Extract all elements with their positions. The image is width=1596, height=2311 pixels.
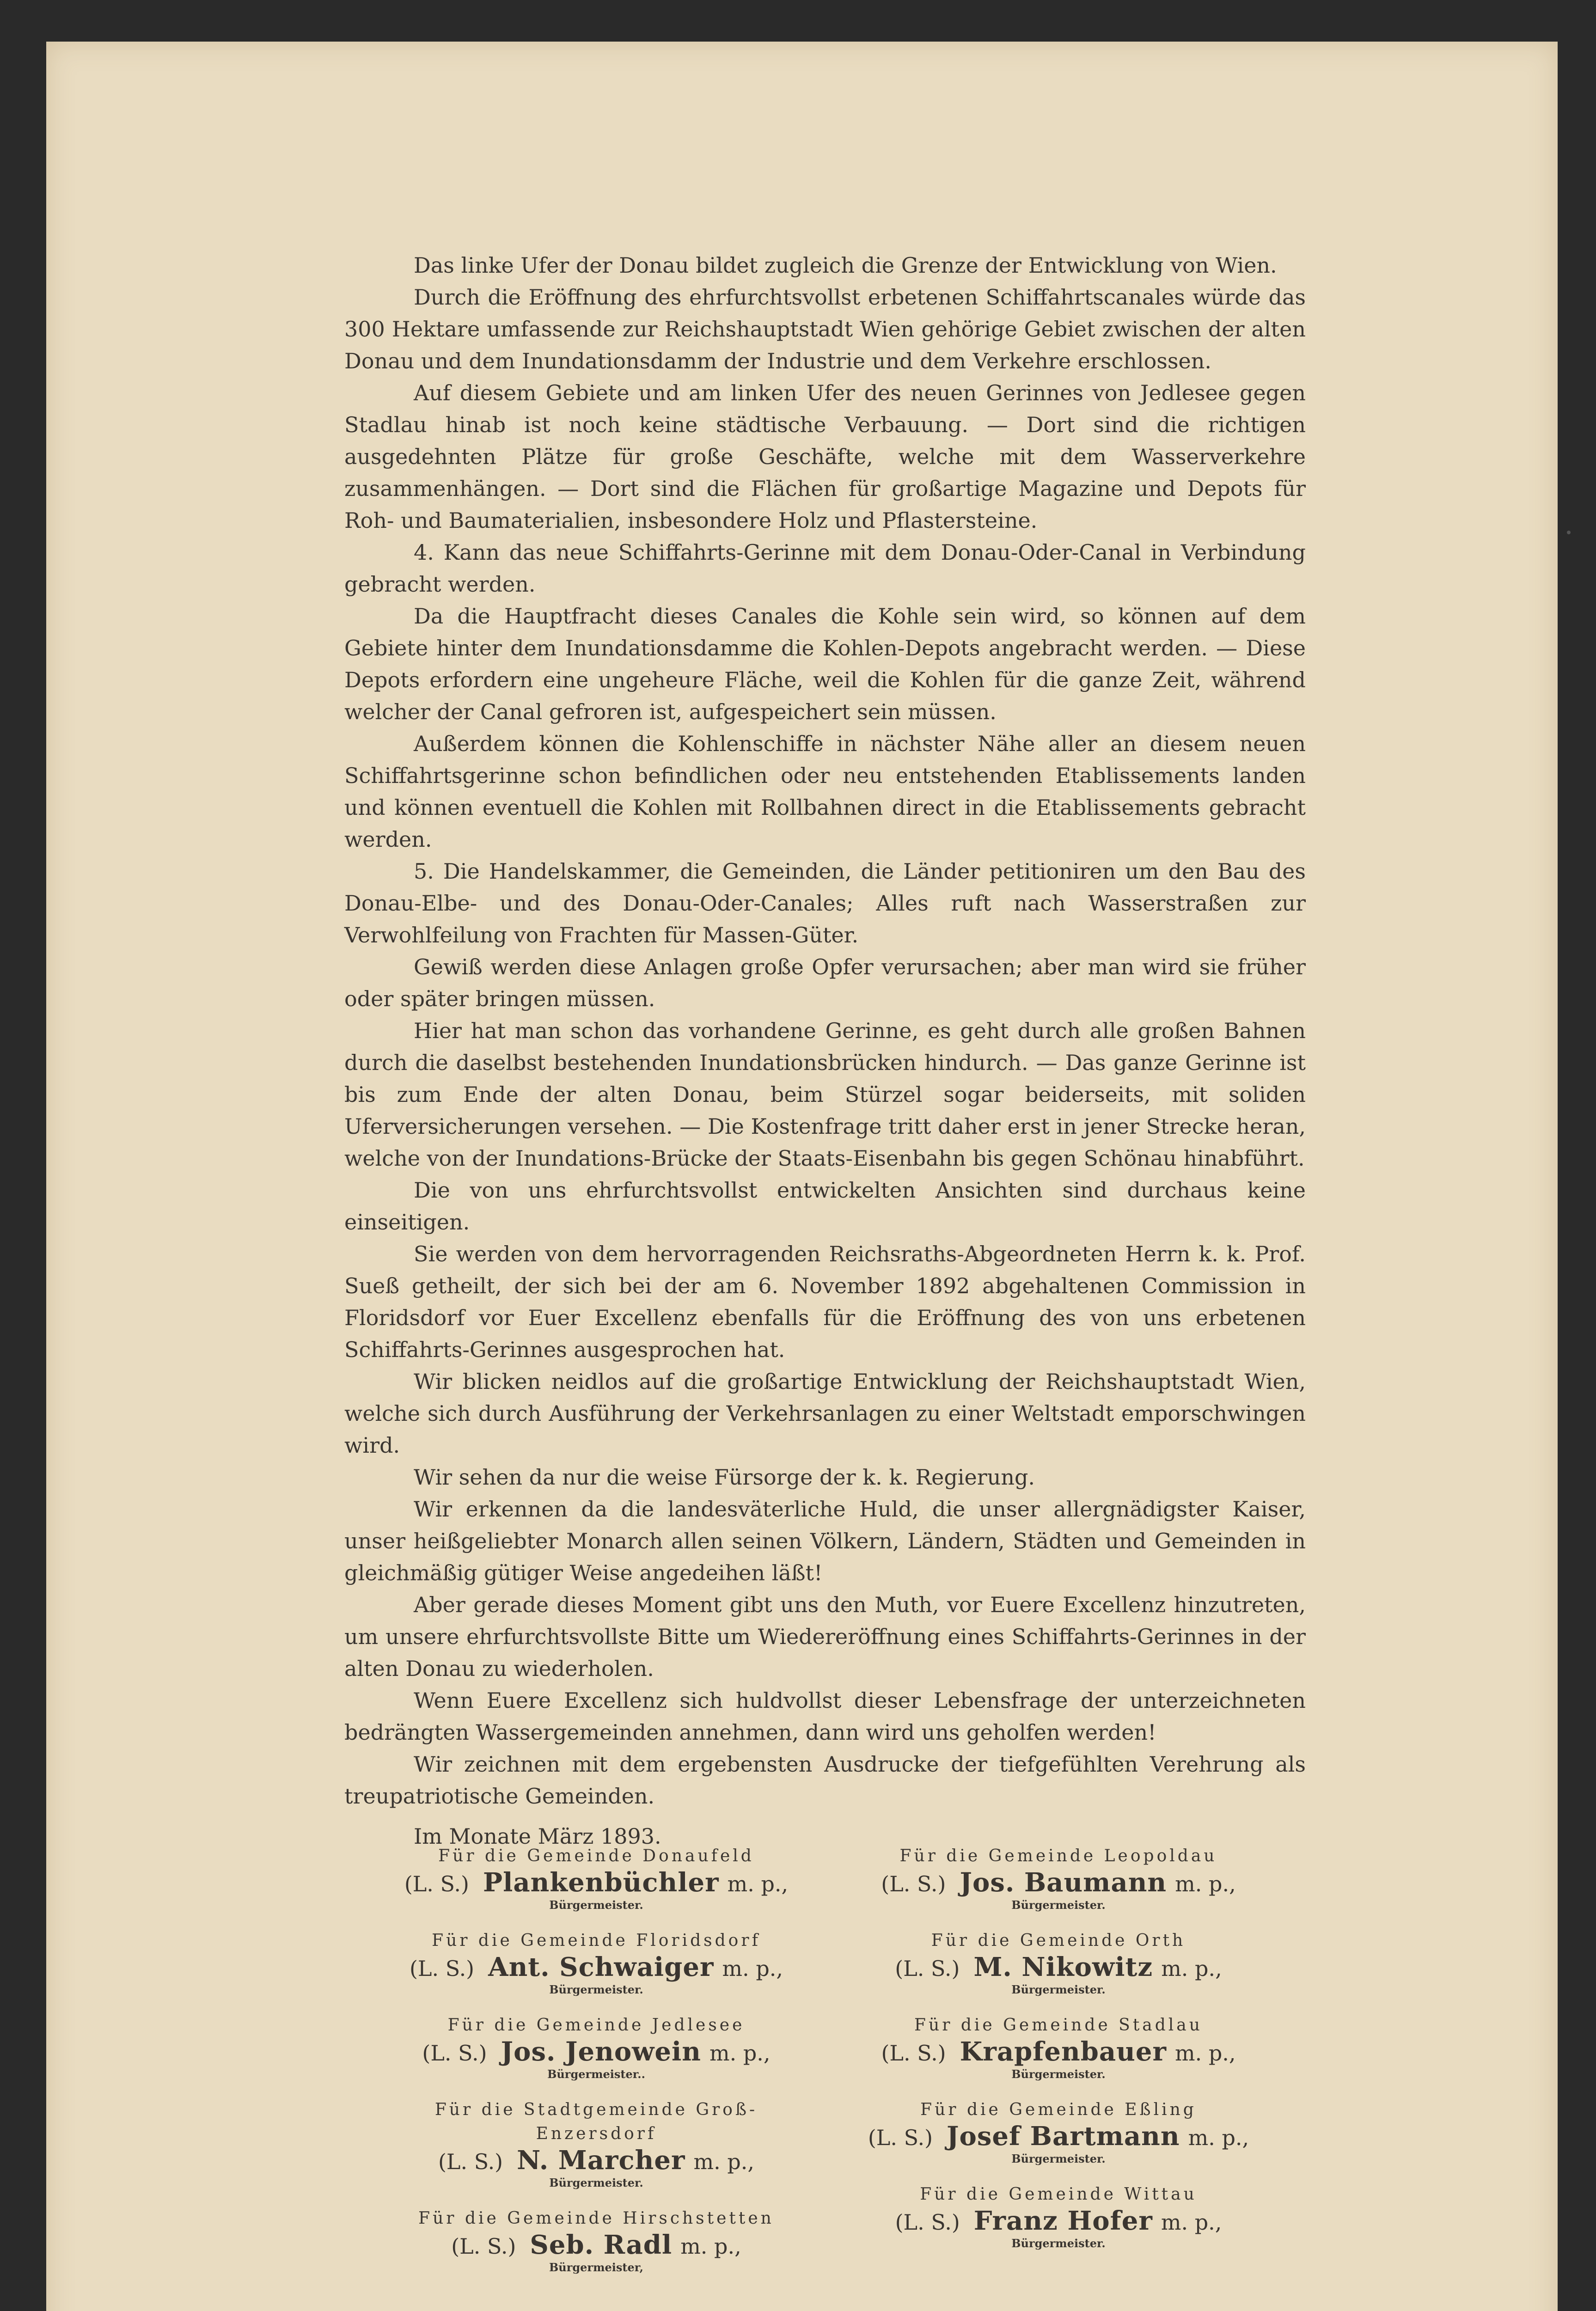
signature [850, 2183, 1266, 2250]
signatory-role: Bürgermeister. [1011, 1983, 1106, 1996]
signatory-name: Seb. Radl [530, 2230, 673, 2260]
seal-mark: (L. S.) [895, 1956, 960, 1981]
signature [388, 2207, 804, 2274]
municipality-heading: Für die Gemeinde Wittau [920, 2185, 1197, 2204]
signature [388, 2013, 804, 2081]
seal-mark: (L. S.) [881, 2041, 946, 2066]
paragraph: Wir zeichnen mit dem ergebensten Ausdrucke der tiefgefühlten Verehrung als treupatriotische Gemeinden. [344, 1752, 1306, 1809]
signatory-role: Bürgermeister. [549, 2176, 643, 2189]
mp-mark: m. p., [727, 1871, 789, 1896]
mp-mark: m. p., [722, 1956, 783, 1981]
signature [388, 1929, 804, 1997]
municipality-heading: Für die Stadtgemeinde Groß-Enzersdorf [434, 2100, 758, 2143]
seal-mark: (L. S.) [451, 2234, 516, 2259]
signatory-role: Bürgermeister. [1011, 2237, 1106, 2250]
signatory-role: Bürgermeister. [1011, 2067, 1106, 2081]
date-line: Im Monate März 1893. [414, 1824, 661, 1849]
seal-mark: (L. S.) [895, 2210, 960, 2235]
paragraph: Wir blicken neidlos auf die großartige Entwicklung der Reichshauptstadt Wien, welche sich durch Ausführung der Verkehrsanlagen zu einer Weltstadt emporschwingen wird. [344, 1369, 1306, 1458]
mp-mark: m. p., [709, 2041, 770, 2066]
signature [850, 1929, 1266, 1997]
signatory-role: Bürgermeister. [1011, 2152, 1106, 2165]
mp-mark: m. p., [1188, 2125, 1249, 2150]
municipality-heading: Für die Gemeinde Leopoldau [899, 1846, 1217, 1865]
letter-body [344, 250, 1306, 1880]
signatory-role: Bürgermeister. [1011, 1898, 1106, 1912]
paragraph: Gewiß werden diese Anlagen große Opfer verursachen; aber man wird sie früher oder später bringen müssen. [344, 954, 1306, 1011]
signatory-name: Jos. Baumann [960, 1867, 1167, 1898]
paragraph: Auf diesem Gebiete und am linken Ufer des neuen Gerinnes von Jedlesee gegen Stadlau hinab ist noch keine städtische Verbauung. — Dort sind die richtigen ausgedehnten Plätze für große Geschäfte, welche mit dem Wasserverkehre zusammenhängen. — Dort sind die Flächen für großartige Magazine und Depots für Roh- und Baumaterialien, insbesondere Holz und Pflastersteine. [344, 380, 1306, 533]
paragraph: Durch die Eröffnung des ehrfurchtsvollst erbetenen Schiffahrtscanales würde das 300 Hektare umfassende zur Reichshauptstadt Wien gehörige Gebiet zwischen der alten Donau und dem Inundationsdamm der Industrie und dem Verkehre erschlossen. [344, 285, 1306, 373]
paragraph: Da die Hauptfracht dieses Canales die Kohle sein wird, so können auf dem Gebiete hinter dem Inundationsdamme die Kohlen-Depots angebracht werden. — Diese Depots erfordern eine ungeheure Fläche, weil die Kohlen für die ganze Zeit, während welcher der Canal gefroren ist, aufgespeichert sein müssen. [344, 604, 1306, 724]
municipality-heading: Für die Gemeinde Donaufeld [438, 1846, 754, 1865]
mp-mark: m. p., [1161, 1956, 1222, 1981]
signatory-role: Bürgermeister, [549, 2261, 643, 2274]
municipality-heading: Für die Gemeinde Orth [931, 1931, 1186, 1950]
paragraph: Sie werden von dem hervorragenden Reichsraths-Abgeordneten Herrn k. k. Prof. Sueß getheilt, der sich bei der am 6. November 1892 abgehaltenen Commission in Floridsdorf vor Euer Excellenz ebenfalls für die Eröffnung des von uns erbetenen Schiffahrts-Gerinnes ausgesprochen hat. [344, 1241, 1306, 1362]
seal-mark: (L. S.) [438, 2149, 503, 2174]
paragraph: Aber gerade dieses Moment gibt uns den Muth, vor Euere Excellenz hinzutreten, um unsere ehrfurchtsvollste Bitte um Wiedereröffnung eines Schiffahrts-Gerinnes in der alten Donau zu wiederholen. [344, 1592, 1306, 1681]
signature [850, 2013, 1266, 2081]
signature [850, 2098, 1266, 2166]
mp-mark: m. p., [693, 2149, 755, 2174]
signature [850, 1844, 1266, 1912]
mp-mark: m. p., [1161, 2210, 1222, 2235]
seal-mark: (L. S.) [422, 2041, 487, 2066]
paper-speck [1567, 531, 1571, 534]
paragraph: 4. Kann das neue Schiffahrts-Gerinne mit dem Donau-Oder-Canal in Verbindung gebracht werden. [344, 540, 1306, 597]
seal-mark: (L. S.) [404, 1871, 469, 1896]
signature [388, 2098, 804, 2190]
signatures-right-column [850, 1844, 1266, 2267]
paragraph: Wir erkennen da die landesväterliche Huld, die unser allergnädigster Kaiser, unser heißgeliebter Monarch allen seinen Völkern, Ländern, Städten und Gemeinden in gleichmäßig gütiger Weise angedeihen läßt! [344, 1497, 1306, 1585]
municipality-heading: Für die Gemeinde Stadlau [914, 2016, 1203, 2035]
seal-mark: (L. S.) [868, 2125, 933, 2150]
signatory-name: Krapfenbauer [960, 2036, 1167, 2067]
signatory-name: Plankenbüchler [483, 1867, 719, 1898]
paragraph: Hier hat man schon das vorhandene Gerinne, es geht durch alle großen Bahnen durch die daselbst bestehenden Inundationsbrücken hindurch. — Das ganze Gerinne ist bis zum Ende der alten Donau, beim Stürzel sogar beiderseits, mit soliden Uferversicherungen versehen. — Die Kostenfrage tritt daher erst in jener Strecke heran, welche von der Inundations-Brücke der Staats-Eisenbahn bis gegen Schönau hinabführt. [344, 1018, 1306, 1171]
signature [388, 1844, 804, 1912]
paragraph: Außerdem können die Kohlenschiffe in nächster Nähe aller an diesem neuen Schiffahrtsgerinne schon befindlichen oder neu entstehenden Etablissements landen und können eventuell die Kohlen mit Rollbahnen direct in die Etablissements gebracht werden. [344, 731, 1306, 852]
signatory-name: Ant. Schwaiger [488, 1952, 714, 1982]
seal-mark: (L. S.) [881, 1871, 946, 1896]
mp-mark: m. p., [1174, 2041, 1236, 2066]
paragraph: Wenn Euere Excellenz sich huldvollst dieser Lebensfrage der unterzeichneten bedrängten Wassergemeinden annehmen, dann wird uns geholfen werden! [344, 1688, 1306, 1745]
signatures-left-column [388, 1844, 804, 2291]
municipality-heading: Für die Gemeinde Floridsdorf [432, 1931, 761, 1950]
paragraph: Das linke Ufer der Donau bildet zugleich die Grenze der Entwicklung von Wien. [414, 253, 1277, 278]
signatory-name: N. Marcher [517, 2145, 685, 2176]
signatory-role: Bürgermeister.. [547, 2067, 645, 2081]
mp-mark: m. p., [680, 2234, 741, 2259]
paragraph: Die von uns ehrfurchtsvollst entwickelten Ansichten sind durchaus keine einseitigen. [344, 1178, 1306, 1235]
municipality-heading: Für die Gemeinde Eßling [920, 2100, 1197, 2119]
signatory-role: Bürgermeister. [549, 1898, 643, 1912]
signatory-name: M. Nikowitz [973, 1952, 1153, 1982]
signatory-name: Franz Hofer [973, 2206, 1153, 2236]
signatory-name: Josef Bartmann [947, 2121, 1180, 2152]
signatory-name: Jos. Jenowein [501, 2036, 701, 2067]
paragraph: Wir sehen da nur die weise Fürsorge der k. k. Regierung. [414, 1465, 1035, 1490]
municipality-heading: Für die Gemeinde Hirschstetten [418, 2209, 774, 2228]
mp-mark: m. p., [1175, 1871, 1236, 1896]
municipality-heading: Für die Gemeinde Jedlesee [447, 2016, 745, 2035]
paragraph: 5. Die Handelskammer, die Gemeinden, die Länder petitioniren um den Bau des Donau-Elbe- und des Donau-Oder-Canales; Alles ruft nach Wasserstraßen zur Verwohlfeilung von Frachten für Massen-Güter. [344, 859, 1306, 948]
signatory-role: Bürgermeister. [549, 1983, 643, 1996]
seal-mark: (L. S.) [409, 1956, 475, 1981]
